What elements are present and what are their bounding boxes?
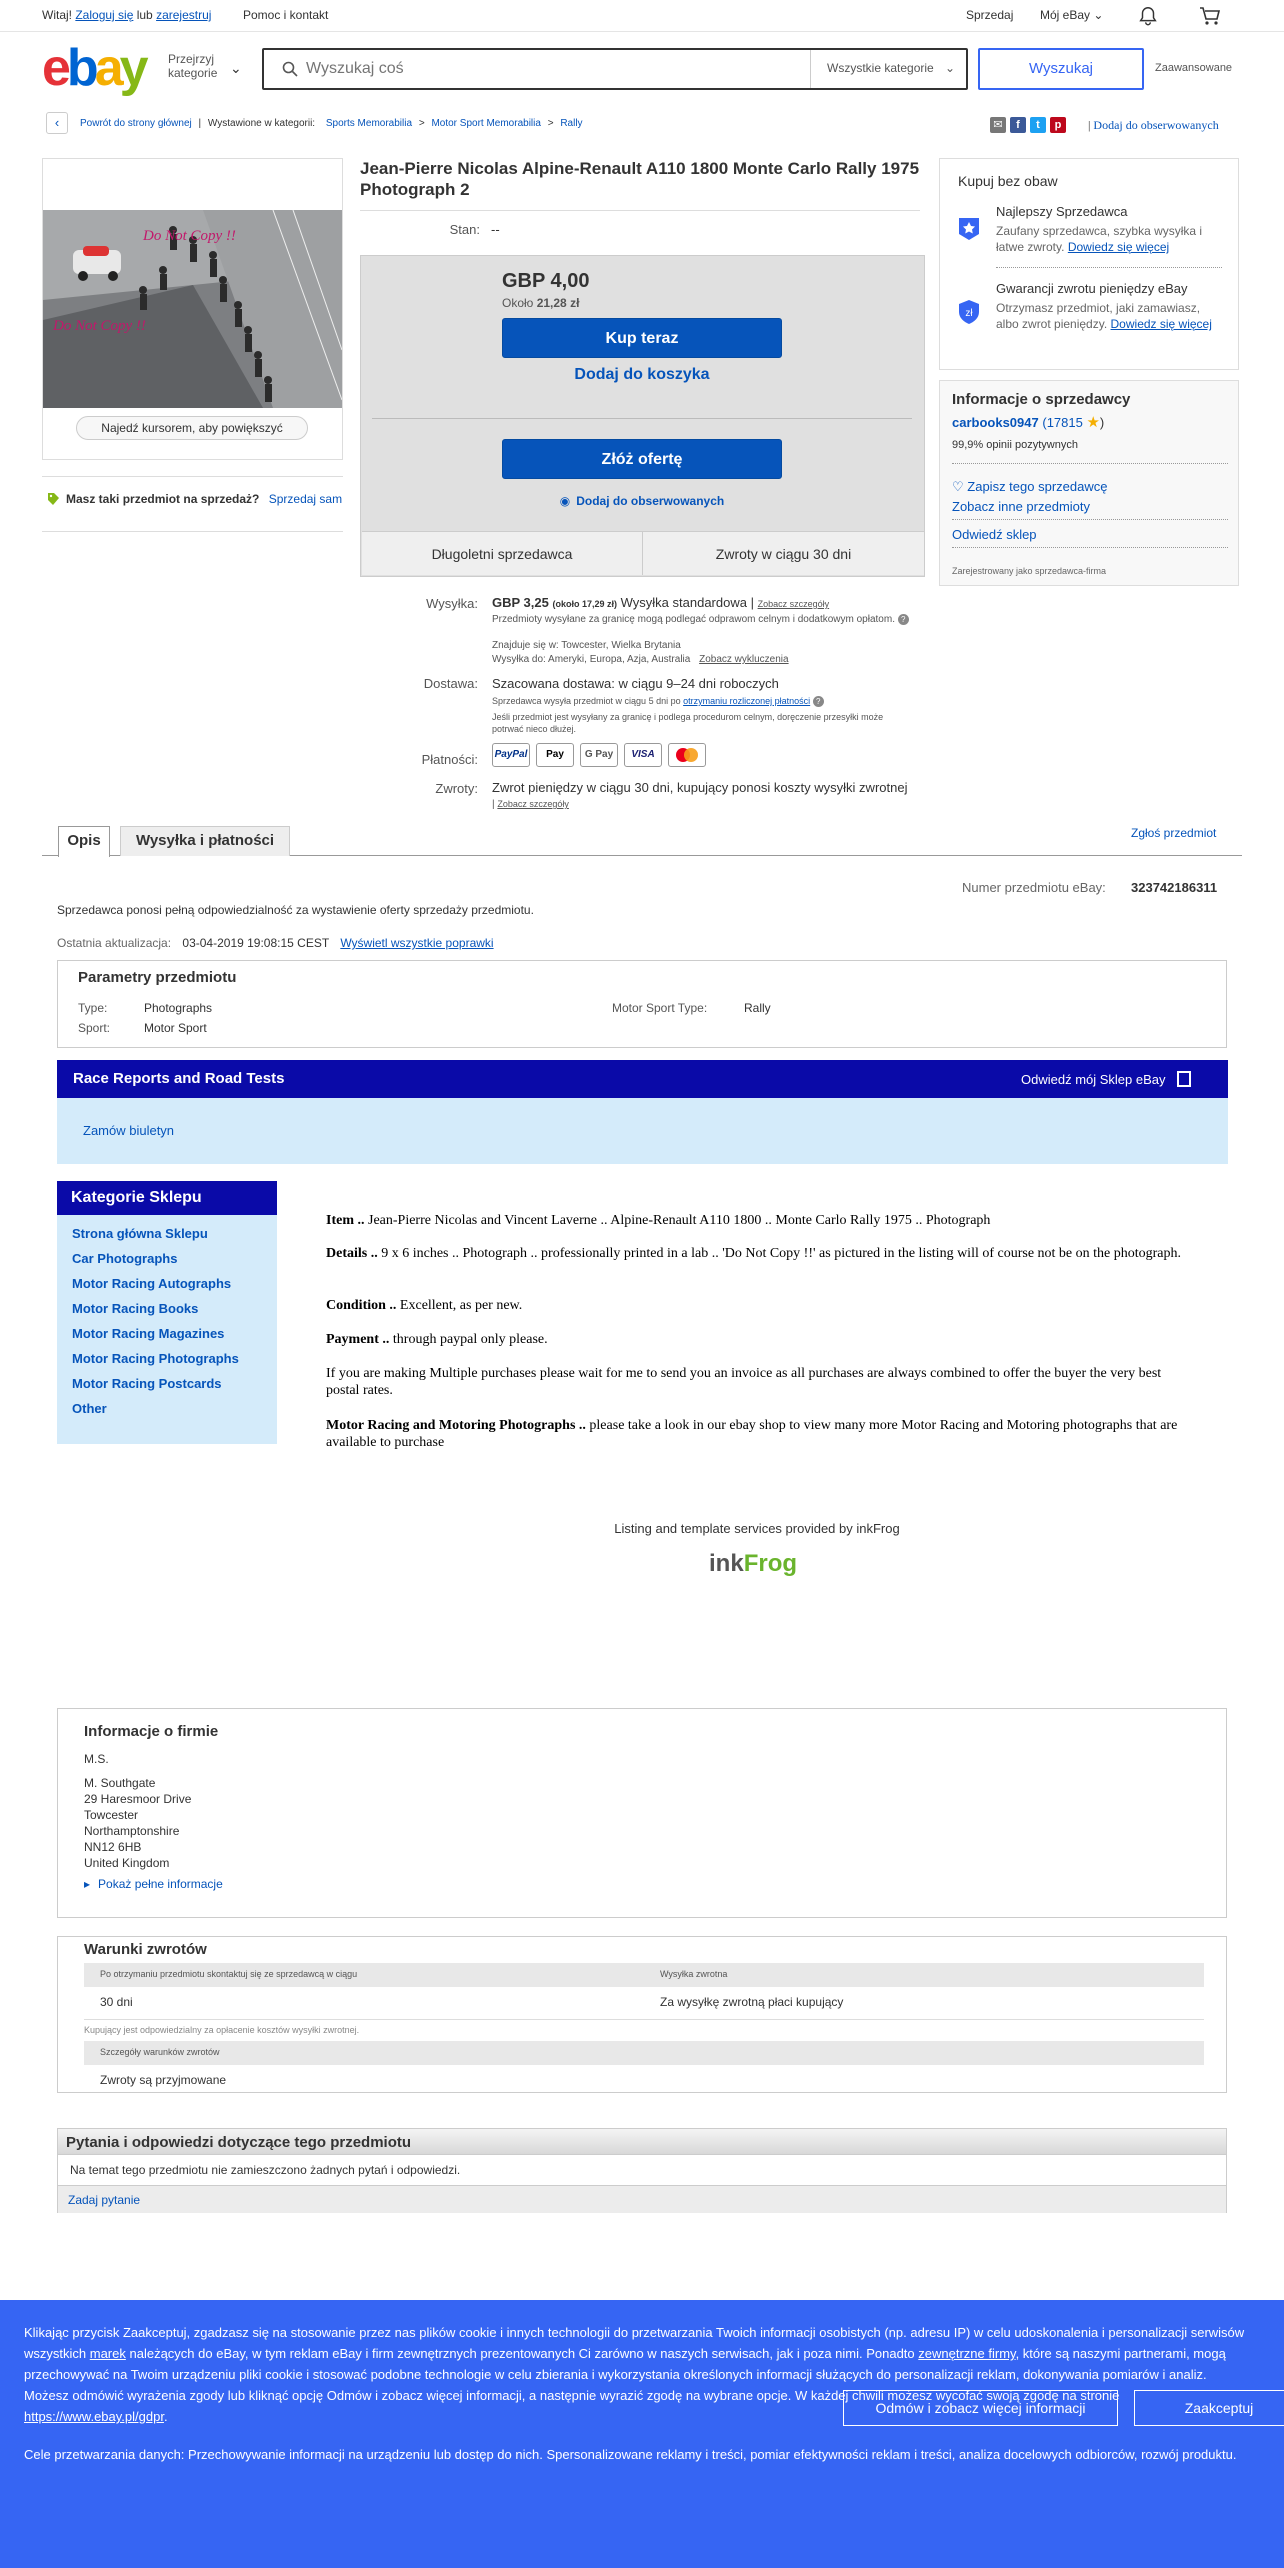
desc-multiple: If you are making Multiple purchases please wait for me to send you an invoice as all purchases are always combined to offer the buyer the very best postal rates. [326,1366,1162,1398]
item-number-label: Numer przedmiotu eBay: [962,880,1106,895]
item-title: Jean-Pierre Nicolas Alpine-Renault A110 1800 Monte Carlo Rally 1975 Photograph 2 [360,159,920,199]
return-note: Kupujący jest odpowiedzialny za opłacenie kosztów wysyłki zwrotnej. [84,2025,360,2035]
money-back-badge-icon [956,299,982,325]
item-photo[interactable] [43,210,342,408]
add-to-watchlist-link[interactable]: | Dodaj do obserwowanych [1088,118,1219,132]
inkfrog-logo-b: Frog [743,1550,798,1577]
facebook-icon[interactable]: f [1010,117,1026,133]
business-address [84,1751,191,1871]
address-line: Towcester [84,1808,139,1822]
return-period: 30 dni [100,1995,133,2009]
desc-shop [326,1417,1196,1451]
desc-text: Jean-Pierre Nicolas and Vincent Laverne .. Alpine-Renault A110 1800 .. Monte Carlo Rally 1975 .. Photograph [368,1213,991,1228]
divider [952,463,1228,464]
address-line: NN12 6HB [84,1840,142,1854]
item-number: 323742186311 [1131,880,1218,895]
cookie-accept-button[interactable]: Zaakceptuj [1134,2390,1284,2426]
trust-2-link[interactable]: Dowiedz się więcej [1110,317,1212,331]
qa-footer [58,2185,1226,2213]
twitter-icon[interactable]: t [1030,117,1046,133]
divider [952,519,1228,520]
save-seller-label: Zapisz tego sprzedawcę [967,479,1108,494]
business-info-header: Informacje o firmie [84,1723,219,1740]
chevron-down-icon[interactable]: ⌄ [230,60,242,76]
category-select[interactable] [810,50,968,88]
condition-value: -- [491,222,500,237]
return-col-header: Po otrzymaniu przedmiotu skontaktuj się ze sprzedawcą w ciągu [100,1969,358,1979]
address-line: 29 Haresmoor Drive [84,1792,192,1806]
cookie-text-part: Klikając przycisk Zaakceptuj, zgadzasz się na stosowanie przez nas plików cookie i innych technologii do przetwarzania Twoich informacji osobistych (np. adresu IP) w celu udoskonalenia i personalizacji serwisów wszystkich [24,2325,1245,2361]
search-icon [282,61,298,77]
breadcrumb: Powrót do strony głównej | Wystawione w kategorii: Sports Memorabilia > Motor Sport Memorabilia > Rally [80,118,583,129]
item-location: Znajduje się w: Towcester, Wielka Brytania [492,640,681,651]
info-icon[interactable]: ? [813,696,824,707]
other-items-link[interactable]: Zobacz inne przedmioty [952,499,1091,514]
trust-2-title: Gwarancji zwrotu pieniędzy eBay [996,281,1188,296]
zoom-hint: Najedź kursorem, aby powiększyć [76,416,308,440]
trust-2-text [996,300,1224,332]
seller-positive-feedback: 99,9% opinii pozytywnych [952,439,1078,451]
param-value: Motor Sport [144,1021,207,1035]
last-updated [57,936,494,950]
desc-text: Excellent, as per new. [399,1298,523,1313]
chevron-down-icon: ⌄ [945,61,956,75]
last-updated-label: Ostatnia aktualizacja: [57,936,172,950]
shipping-label: Wysyłka: [426,596,478,611]
cookie-text-part: . [163,2409,168,2424]
search-button[interactable]: Wyszukaj [978,48,1144,90]
logo-letter: b [66,39,95,97]
watermark-text: Do Not Copy !! [143,228,236,244]
apple-pay-icon [536,743,574,767]
returns-details-link[interactable]: Zobacz szczegóły [497,799,569,809]
sell-question: Masz taki przedmiot na sprzedaż? [66,492,260,506]
return-details-head [84,2041,1204,2065]
trust-1-text [996,223,1224,255]
make-offer-button[interactable]: Złóż ofertę [502,439,782,479]
desc-label: Condition .. [326,1298,397,1313]
score-close: ) [1099,415,1105,430]
browse-categories[interactable]: Przejrzyj kategorie [168,52,218,80]
store-categories [57,1181,277,1444]
breadcrumb-item[interactable]: Rally [560,118,583,129]
back-home-link[interactable]: Powrót do strony głównej [80,118,192,129]
cookie-decline-button[interactable]: Odmów i zobacz więcej informacji [843,2390,1118,2426]
desc-item [326,1212,1196,1229]
shipping-note-text: Przedmioty wysyłane za granicę mogą podlegać odprawom celnym i dodatkowym opłatom. [492,614,895,625]
search-bar [262,48,968,90]
my-ebay-label: Mój eBay [1040,8,1091,22]
questions-answers [57,2128,1227,2213]
inkfrog-logo [709,1550,797,1578]
desc-label: Details .. [326,1246,378,1261]
store-category-link[interactable]: Motor Racing Books [72,1301,199,1316]
show-full-info-link[interactable] [84,1877,223,1891]
desc-label: Item .. [326,1213,365,1228]
watermark-text: Do Not Copy !! [53,318,146,334]
param-value: Rally [744,1001,771,1015]
approx-value: 21,28 zł [536,296,580,310]
google-pay-icon: G Pay [580,743,618,767]
trust-2-desc: Otrzymasz przedmiot, jaki zamawiasz, albo zwrot pieniędzy. [996,301,1201,331]
desc-label: Payment .. [326,1332,390,1347]
tab-shipping-payments[interactable]: Wysyłka i płatności [120,826,290,856]
info-icon[interactable]: ? [898,614,909,625]
desc-text: please take a look in our ebay shop to view many more Motor Racing and Motoring photographs that are available to purchase [326,1418,1178,1450]
login-link[interactable]: Zaloguj się [75,8,134,22]
address-line: Northamptonshire [84,1824,180,1838]
condition-label: Stan: [449,222,480,237]
store-category-link[interactable]: Other [72,1401,107,1416]
qa-header-bar [58,2129,1226,2155]
desc-text: through paypal only please. [392,1332,548,1347]
return-details-header: Szczegóły warunków zwrotów [100,2047,220,2057]
address-line: United Kingdom [84,1856,170,1870]
qa-header: Pytania i odpowiedzi dotyczące tego przedmiotu [66,2134,412,2151]
tab-description[interactable]: Opis [58,826,110,857]
ebay-logo[interactable] [42,39,145,97]
desc-text: 9 x 6 inches .. Photograph .. professionally printed in a lab .. 'Do Not Copy !!' as pictured in the listing will of course not be on the photograph. [381,1246,1182,1261]
greeting [42,8,211,22]
delivery-estimate: Szacowana dostawa: w ciągu 9–24 dni roboczych [492,676,779,691]
store-category-link[interactable]: Motor Racing Autographs [72,1276,232,1291]
ships-to [492,653,789,667]
breadcrumb-item[interactable]: Motor Sport Memorabilia [431,118,541,129]
buy-now-button[interactable]: Kup teraz [502,318,782,358]
feature-long-seller: Długoletni sprzedawca [362,531,643,575]
visit-store-link[interactable]: Odwiedź sklep [952,527,1037,542]
store-category-link[interactable]: Car Photographs [72,1251,178,1266]
feature-returns: Zwroty w ciągu 30 dni [643,531,924,575]
ships-to-text: Wysyłka do: Ameryki, Europa, Azja, Australia [492,654,691,665]
returns-details [492,797,569,812]
business-seller-note: Zarejestrowany jako sprzedawca-firma [952,566,1107,576]
mastercard-icon [668,743,706,767]
store-name: Race Reports and Road Tests [73,1070,285,1087]
logo-letter: y [119,39,145,97]
sell-yours-link[interactable]: Sprzedaj sam [268,492,343,506]
or-text: lub [136,8,153,22]
approx-label: Około [502,296,534,310]
watch-label: Dodaj do obserwowanych [576,494,725,508]
param-key: Sport: [78,1021,111,1035]
top-bar [0,0,1284,32]
address-line: M. Southgate [84,1776,156,1790]
buy-box [360,255,925,577]
ask-question-link[interactable]: Zadaj pytanie [68,2193,141,2207]
cookie-banner [0,2300,1284,2568]
inkfrog-note: Listing and template services provided by inkFrog [614,1521,900,1536]
shipping-details-link[interactable]: Zobacz szczegóły [757,599,830,609]
chevron-left-icon: ‹ [54,115,60,130]
divider [952,547,1228,548]
last-updated-value: 03-04-2019 19:08:15 CEST [182,936,329,950]
param-value: Photographs [144,1001,213,1015]
cleared-payment-link[interactable]: otrzymaniu rozliczonej płatności [683,696,811,706]
chevron-down-icon: ⌄ [1093,8,1104,22]
shipping-info [492,595,932,611]
inkfrog-logo-a: ink [709,1550,744,1577]
returns-info: Zwrot pieniędzy w ciągu 30 dni, kupujący ponosi koszty wysyłki zwrotnej [492,780,908,795]
visa-icon: VISA [624,743,662,767]
visit-store-banner-link[interactable] [1021,1071,1191,1087]
param-key: Type: [78,1001,108,1015]
trust-1-title: Najlepszy Sprzedawca [996,204,1128,219]
trust-1-link[interactable]: Dowiedz się więcej [1067,240,1170,254]
breadcrumb-sep: > [418,118,425,129]
shipping-note [492,613,922,627]
save-seller-link[interactable] [952,479,1107,495]
show-full-info-label: Pokaż pełne informacje [98,1877,223,1891]
desc-payment [326,1331,1196,1348]
svg-text:zł: zł [965,308,973,319]
delivery-label: Dostawa: [423,676,478,691]
item-specifics [57,960,1227,1048]
newsletter-link[interactable]: Zamów biuletyn [83,1123,175,1138]
cookie-text-part: należących do eBay, w tym reklam eBay i firm zewnętrznych prezentowanych Ci zarówno w naszych serwisach, jak i poza nimi. Ponadto [129,2346,915,2361]
cookie-purposes: Cele przetwarzania danych: Przechowywanie informacji na urządzeniu lub dostęp do nich. Spersonalizowane reklamy i treści, pomiar efektywności reklam i treści, analiza docelowych odbiorców, rozwój produktu. [24,2447,1237,2462]
back-button[interactable] [46,112,68,134]
store-categories-header: Kategorie Sklepu [57,1181,277,1215]
trust-header: Kupuj bez obaw [958,173,1058,189]
cookie-text-part: , które są naszymi partnerami, mogą przechowywać na Twoim urządzeniu pliki cookie i stosować podobne technologie w celu zbierania i wykorzystania określonych informacji służących do personalizacji reklam, dokonywania pomiarów i analiz. Możesz odmówić wyrażenia zgody lub kliknąć opcję Odmów i zobacz więcej informacji, a następnie wyrazić zgodę na wybrane opcje. W każdej chwili możesz wycofać swoją zgodę na stronie [24,2346,1226,2403]
divider [996,267,1222,268]
seller-info-box [939,380,1239,586]
desc-label: Motor Racing and Motoring Photographs .. [326,1418,586,1433]
bell-icon[interactable] [1137,5,1159,27]
store-banner [57,1060,1228,1098]
help-link[interactable]: Pomoc i kontakt [243,8,329,22]
cart-icon[interactable] [1198,4,1222,28]
logo-letter: a [94,39,120,97]
divider [372,418,912,419]
add-to-cart-link[interactable]: Dodaj do koszyka [574,366,710,383]
share-icons [990,116,1070,132]
param-key: Motor Sport Type: [612,1001,708,1015]
breadcrumb-item[interactable]: Sports Memorabilia [325,118,413,129]
exclusions-link[interactable]: Zobacz wykluczenia [699,654,789,665]
customs-note: Jeśli przedmiot jest wysyłany za granicę i podlega procedurom celnym, doręczenie przesyłki może potrwać nieco dłużej. [492,712,884,734]
divider [360,210,920,211]
divider [84,2019,1204,2020]
shipping-price: GBP 3,25 [492,595,549,610]
desc-condition [326,1297,1196,1314]
item-price: GBP 4,00 [502,270,590,292]
shipping-method: Wysyłka standardowa | [620,595,754,610]
add-to-watchlist-label: Dodaj do obserwowanych [1093,118,1219,132]
payments-label: Płatności: [421,752,478,767]
seller-header: Informacje o sprzedawcy [952,391,1131,408]
photo-image [43,210,342,408]
star-icon: ★ [1086,414,1100,431]
delivery-note [492,694,824,708]
return-policy [57,1936,1227,2093]
buy-with-confidence-box [939,158,1239,370]
search-input[interactable] [306,58,726,80]
return-col-header: Wysyłka zwrotna [660,1969,728,1979]
qa-empty-text: Na temat tego przedmiotu nie zamieszczono żadnych pytań i odpowiedzi. [70,2163,461,2177]
pinterest-icon[interactable]: p [1050,117,1066,133]
advanced-search-link[interactable]: Zaawansowane [1155,62,1233,74]
business-info [57,1708,1227,1918]
store-icon [1177,1071,1191,1087]
seller-feedback-score[interactable]: (17815 [1042,415,1083,430]
seller-name-link[interactable]: carbooks0947 [952,415,1039,430]
email-icon[interactable]: ✉ [990,117,1006,133]
seller-responsibility: Sprzedawca ponosi pełną odpowiedzialność za wystawienie oferty sprzedaży przedmiotu. [57,903,534,917]
logo-letter: e [42,39,67,97]
returns-pipe: | [492,799,495,810]
address-line [84,1767,191,1775]
seller-name-row [952,413,1104,431]
return-shipping-payer: Za wysyłkę zwrotną płaci kupujący [660,1995,844,2009]
trust-1-desc: Zaufany sprzedawca, szybka wysyłka i łatwe zwroty. [996,224,1203,254]
listed-in-label: Wystawione w kategorii: [207,118,316,129]
brands-link[interactable]: marek [89,2346,126,2361]
watch-link[interactable] [502,494,782,508]
store-category-link[interactable]: Motor Racing Magazines [72,1326,225,1341]
gdpr-link[interactable]: https://www.ebay.pl/gdpr [24,2409,164,2424]
sell-yours-box [42,476,343,532]
returns-label: Zwroty: [435,781,478,796]
my-ebay-menu[interactable] [1040,8,1103,22]
delivery-note-text: Sprzedawca wysyła przedmiot w ciągu 5 dni po [492,696,681,706]
approx-price [502,296,579,310]
heart-icon: ♡ [952,479,964,494]
greeting-text: Witaj! [42,8,72,22]
breadcrumb-sep: > [547,118,554,129]
return-policy-header: Warunki zwrotów [84,1941,207,1958]
eye-icon: ◉ [559,494,571,508]
mastercard-logo [674,747,700,763]
sell-link[interactable]: Sprzedaj [966,8,1014,22]
third-parties-link[interactable]: zewnętrzne firmy [918,2346,1016,2361]
report-item-link[interactable]: Zgłoś przedmiot [1131,826,1217,840]
category-select-label: Wszystkie kategorie [827,61,934,75]
revisions-link[interactable]: Wyświetl wszystkie poprawki [340,936,494,950]
store-category-link[interactable]: Motor Racing Postcards [72,1376,222,1391]
visit-store-label: Odwiedź mój Sklep eBay [1021,1072,1166,1087]
item-specifics-header: Parametry przedmiotu [78,969,237,986]
top-rated-badge-icon [956,216,982,242]
shipping-approx: (około 17,29 zł) [552,599,618,609]
return-details-text: Zwroty są przyjmowane [100,2073,227,2087]
desc-details [326,1245,1196,1262]
tag-icon [46,492,60,506]
return-table-head [84,1963,1204,1987]
apple-pay-label: Pay [546,749,564,760]
chevron-right-icon: ▸ [84,1877,91,1891]
register-link[interactable]: zarejestruj [156,8,212,22]
store-category-link[interactable]: Strona główna Sklepu [72,1226,208,1241]
store-category-link[interactable]: Motor Racing Photographs [72,1351,239,1366]
paypal-icon: PayPal [492,743,530,767]
newsletter-band [57,1098,1228,1164]
address-line: M.S. [84,1752,109,1766]
